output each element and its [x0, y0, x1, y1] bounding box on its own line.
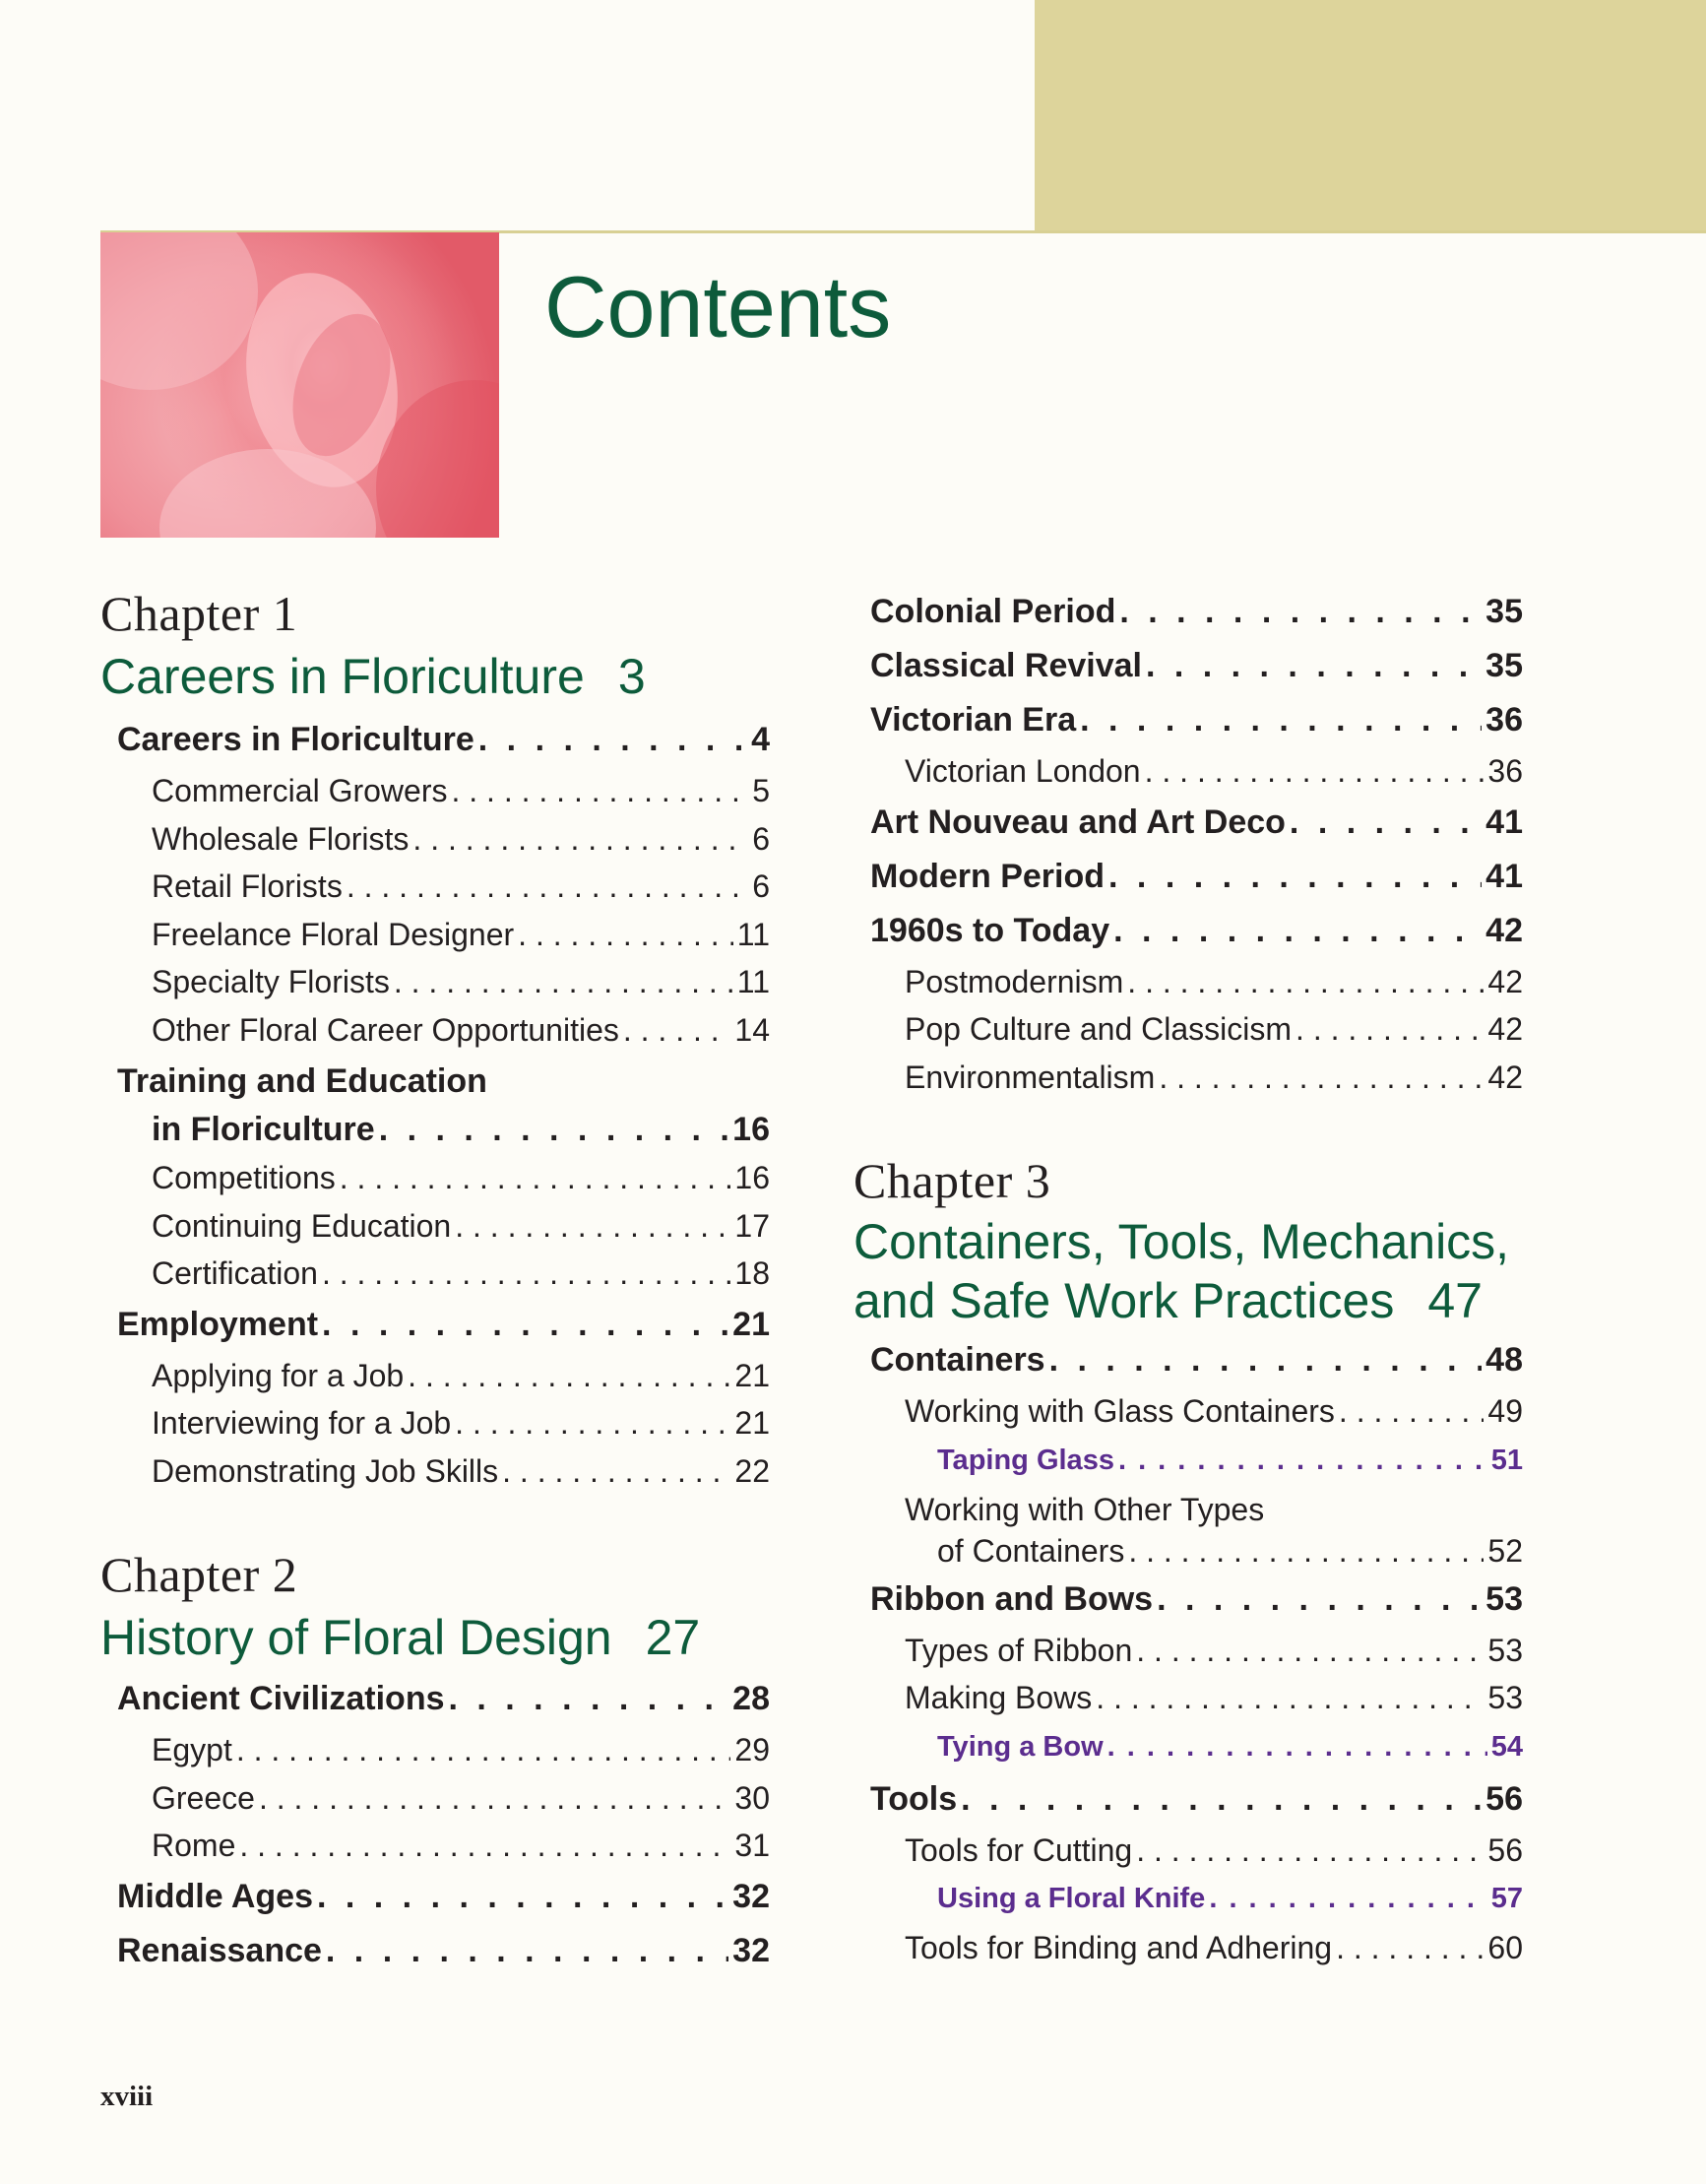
entry-page: 35: [1485, 593, 1523, 630]
entry-page: 36: [1485, 701, 1523, 739]
entry-label: Rome: [152, 1828, 236, 1863]
dot-leader: [322, 1298, 728, 1352]
toc-entry[interactable]: [100, 1352, 770, 1400]
entry-page: 56: [1487, 1831, 1523, 1868]
entry-page: 21: [734, 1357, 770, 1393]
dot-leader: [1096, 1674, 1484, 1722]
dot-leader: [1159, 1054, 1484, 1102]
entry-page: 41: [1485, 857, 1523, 895]
dot-leader: [412, 815, 748, 864]
entry-label: Containers: [870, 1341, 1045, 1379]
toc-entry[interactable]: [853, 693, 1523, 747]
dot-leader: [1107, 1722, 1487, 1772]
contents-column-left: [100, 586, 770, 1978]
toc-entry[interactable]: [853, 639, 1523, 693]
entry-page: 16: [732, 1111, 770, 1148]
entry-page: 5: [752, 773, 770, 808]
toc-entry[interactable]: [853, 850, 1523, 904]
toc-entry[interactable]: [100, 1202, 770, 1251]
entry-label: Art Nouveau and Art Deco: [870, 803, 1286, 841]
entry-label: Middle Ages: [117, 1877, 313, 1915]
entry-label: Using a Floral Knife: [937, 1883, 1206, 1914]
dot-leader: [1145, 747, 1485, 796]
entry-page: 52: [1487, 1532, 1523, 1569]
entry-page: 53: [1487, 1680, 1523, 1715]
entry-page: 31: [734, 1828, 770, 1863]
page-title: Contents: [544, 258, 892, 355]
chapter-2-label: Chapter 2: [100, 1547, 298, 1602]
entry-page: 16: [734, 1160, 770, 1195]
entry-page: 42: [1487, 1059, 1523, 1095]
dot-leader: [322, 1250, 730, 1298]
dot-leader: [1336, 1924, 1484, 1972]
entry-label: Applying for a Job: [152, 1357, 405, 1393]
toc-entry[interactable]: [100, 1006, 770, 1055]
chapter-2-page: 27: [645, 1610, 701, 1665]
dot-leader: [502, 1447, 730, 1496]
toc-entry-line1[interactable]: Training and Education: [117, 1062, 487, 1100]
entry-page: 18: [734, 1255, 770, 1291]
entry-page: 51: [1490, 1444, 1523, 1476]
entry-label: Making Bows: [905, 1680, 1093, 1715]
toc-entry[interactable]: [100, 1726, 770, 1774]
entry-label: Interviewing for a Job: [152, 1405, 452, 1441]
toc-entry[interactable]: [853, 1054, 1523, 1102]
toc-entry[interactable]: [100, 713, 770, 767]
chapter-2-title-line: [100, 1609, 770, 1672]
dot-leader: [1128, 1529, 1484, 1573]
dot-leader: [1295, 1005, 1484, 1054]
dot-leader: [1290, 796, 1482, 850]
toc-entry[interactable]: [100, 815, 770, 864]
dot-leader: [408, 1352, 730, 1400]
entry-page: 41: [1485, 803, 1523, 841]
toc-feature-entry[interactable]: [853, 1874, 1523, 1924]
entry-label: Competitions: [152, 1160, 336, 1195]
toc-entry[interactable]: [100, 1447, 770, 1496]
entry-label: 1960s to Today: [870, 911, 1110, 949]
entry-page: 4: [751, 721, 770, 758]
dot-leader: [1157, 1573, 1482, 1627]
dot-leader: [451, 767, 748, 815]
entry-page: 11: [736, 964, 770, 999]
chapter-1-page: 3: [617, 649, 646, 704]
entry-label: of Containers: [937, 1532, 1125, 1569]
dot-leader: [1209, 1874, 1486, 1924]
dot-leader: [1146, 639, 1482, 693]
entry-page: 56: [1485, 1779, 1523, 1818]
dot-leader: [1119, 585, 1482, 639]
entry-label: Tools: [870, 1779, 958, 1818]
entry-page: 53: [1485, 1579, 1523, 1618]
toc-entry[interactable]: [853, 1772, 1523, 1827]
toc-entry[interactable]: [100, 1870, 770, 1924]
toc-entry[interactable]: [853, 585, 1523, 639]
entry-label: Ancient Civilizations: [117, 1680, 445, 1717]
entry-label: Retail Florists: [152, 868, 343, 904]
toc-entry[interactable]: [100, 1105, 770, 1154]
entry-page: 21: [734, 1405, 770, 1441]
entry-label: Continuing Education: [152, 1207, 452, 1244]
entry-page: 42: [1487, 1011, 1523, 1047]
chapter-3-label: Chapter 3: [853, 1153, 1051, 1208]
entry-label: Taping Glass: [937, 1444, 1114, 1476]
toc-entry[interactable]: [853, 747, 1523, 796]
entry-label: in Floriculture: [152, 1111, 375, 1148]
dot-leader: [236, 1726, 731, 1774]
dot-leader: [455, 1399, 730, 1447]
entry-page: 21: [732, 1305, 770, 1343]
entry-page: 22: [734, 1452, 770, 1489]
entry-page: 48: [1485, 1341, 1523, 1379]
entry-page: 49: [1487, 1393, 1523, 1429]
entry-label: Postmodernism: [905, 963, 1124, 999]
dot-leader: [326, 1924, 728, 1978]
toc-entry[interactable]: [100, 1250, 770, 1298]
entry-label: Modern Period: [870, 857, 1106, 895]
entry-page: 54: [1490, 1730, 1523, 1763]
chapter-2-title[interactable]: History of Floral Design: [100, 1610, 612, 1665]
dot-leader: [1113, 904, 1482, 958]
entry-label: Pop Culture and Classicism: [905, 1011, 1293, 1047]
chapter-1-title-line: [100, 646, 770, 713]
toc-entry[interactable]: [853, 1333, 1523, 1387]
toc-entry[interactable]: [853, 1674, 1523, 1722]
entry-label: Classical Revival: [870, 647, 1142, 684]
toc-entry[interactable]: [853, 1005, 1523, 1054]
toc-entry[interactable]: [100, 1924, 770, 1978]
dot-leader: [961, 1772, 1482, 1827]
dot-leader: [239, 1822, 730, 1870]
toc-entry[interactable]: [853, 796, 1523, 850]
toc-entry[interactable]: [853, 1924, 1523, 1972]
entry-page: 28: [732, 1680, 770, 1717]
dot-leader: [1118, 1436, 1487, 1486]
entry-page: 6: [752, 820, 770, 857]
entry-label: Working with Glass Containers: [905, 1393, 1335, 1429]
entry-label: Wholesale Florists: [152, 820, 410, 857]
entry-page: 57: [1490, 1883, 1523, 1914]
entry-label: Tools for Binding and Adhering: [905, 1930, 1333, 1965]
entry-label: Ribbon and Bows: [870, 1579, 1154, 1618]
chapter-1-label: Chapter 1: [100, 586, 298, 641]
entry-page: 42: [1485, 911, 1523, 949]
dot-leader: [623, 1006, 731, 1055]
toc-entry[interactable]: [853, 958, 1523, 1006]
toc-entry[interactable]: [853, 1387, 1523, 1436]
dot-leader: [455, 1202, 730, 1251]
entry-page: 29: [734, 1732, 770, 1767]
entry-label: Careers in Floriculture: [117, 721, 474, 758]
chapter-3-page: 47: [1427, 1273, 1483, 1328]
chapter-3-title[interactable]: and Safe Work Practices: [853, 1273, 1395, 1328]
entry-label: Certification: [152, 1255, 318, 1291]
toc-feature-entry[interactable]: [853, 1436, 1523, 1486]
toc-entry[interactable]: [100, 958, 770, 1006]
entry-label: Renaissance: [117, 1931, 322, 1969]
entry-label: Tying a Bow: [937, 1730, 1104, 1763]
entry-label: Freelance Floral Designer: [152, 916, 515, 952]
entry-page: 42: [1487, 963, 1523, 999]
dot-leader: [259, 1774, 730, 1823]
dot-leader: [340, 1154, 731, 1202]
toc-entry-line1[interactable]: Working with Other Types: [905, 1491, 1265, 1527]
entry-page: 60: [1487, 1930, 1523, 1965]
dot-leader: [347, 863, 748, 911]
entry-page: 36: [1487, 753, 1523, 789]
dot-leader: [1127, 958, 1484, 1006]
toc-entry[interactable]: [100, 1154, 770, 1202]
entry-page: 30: [734, 1779, 770, 1816]
entry-label: Greece: [152, 1779, 255, 1816]
dot-leader: [1339, 1387, 1485, 1436]
contents-column-right: [853, 585, 1523, 1972]
dot-leader: [518, 911, 733, 959]
entry-label: Environmentalism: [905, 1059, 1156, 1095]
header-color-block: [1035, 0, 1706, 231]
entry-page: 32: [732, 1877, 770, 1915]
entry-page: 32: [732, 1931, 770, 1969]
dot-leader: [394, 958, 733, 1006]
toc-entry[interactable]: [100, 863, 770, 911]
dot-leader: [317, 1870, 728, 1924]
entry-label: Types of Ribbon: [905, 1632, 1133, 1668]
chapter-1-title[interactable]: Careers in Floriculture: [100, 649, 585, 704]
entry-page: 11: [736, 916, 770, 952]
page-number: xviii: [100, 2081, 154, 2112]
dot-leader: [478, 713, 747, 767]
dot-leader: [449, 1672, 729, 1726]
toc-entry[interactable]: [100, 1399, 770, 1447]
entry-label: Colonial Period: [870, 593, 1116, 630]
toc-entry[interactable]: [100, 1298, 770, 1352]
entry-page: 6: [752, 868, 770, 904]
toc-feature-entry[interactable]: [853, 1722, 1523, 1772]
chapter-3-title-line2: [853, 1272, 1523, 1333]
entry-label: Specialty Florists: [152, 964, 390, 999]
entry-page: 17: [734, 1207, 770, 1244]
entry-page: 14: [734, 1011, 770, 1048]
dot-leader: [379, 1105, 728, 1154]
entry-page: 53: [1487, 1632, 1523, 1668]
toc-entry[interactable]: [853, 1627, 1523, 1675]
dot-leader: [1136, 1627, 1484, 1675]
entry-label: Other Floral Career Opportunities: [152, 1011, 619, 1048]
toc-entry[interactable]: [853, 1827, 1523, 1875]
entry-label: Employment: [117, 1305, 319, 1343]
dot-leader: [1080, 693, 1482, 747]
toc-entry[interactable]: [100, 911, 770, 959]
toc-entry[interactable]: [853, 1573, 1523, 1627]
toc-entry[interactable]: [853, 904, 1523, 958]
toc-entry[interactable]: [100, 1774, 770, 1823]
entry-label: Victorian Era: [870, 701, 1077, 739]
entry-label: Demonstrating Job Skills: [152, 1452, 499, 1489]
entry-label: Egypt: [152, 1732, 232, 1767]
entry-label: Victorian London: [905, 753, 1141, 789]
dot-leader: [1108, 850, 1482, 904]
toc-entry[interactable]: [853, 1529, 1523, 1573]
toc-entry[interactable]: [100, 767, 770, 815]
toc-entry[interactable]: [100, 1822, 770, 1870]
toc-entry[interactable]: [100, 1672, 770, 1726]
dot-leader: [1049, 1333, 1483, 1387]
chapter-3-title-line1[interactable]: Containers, Tools, Mechanics,: [853, 1214, 1510, 1269]
entry-label: Tools for Cutting: [905, 1831, 1133, 1868]
rose-photo: [100, 232, 499, 538]
dot-leader: [1136, 1827, 1484, 1875]
entry-label: Commercial Growers: [152, 773, 448, 808]
entry-page: 35: [1485, 647, 1523, 684]
